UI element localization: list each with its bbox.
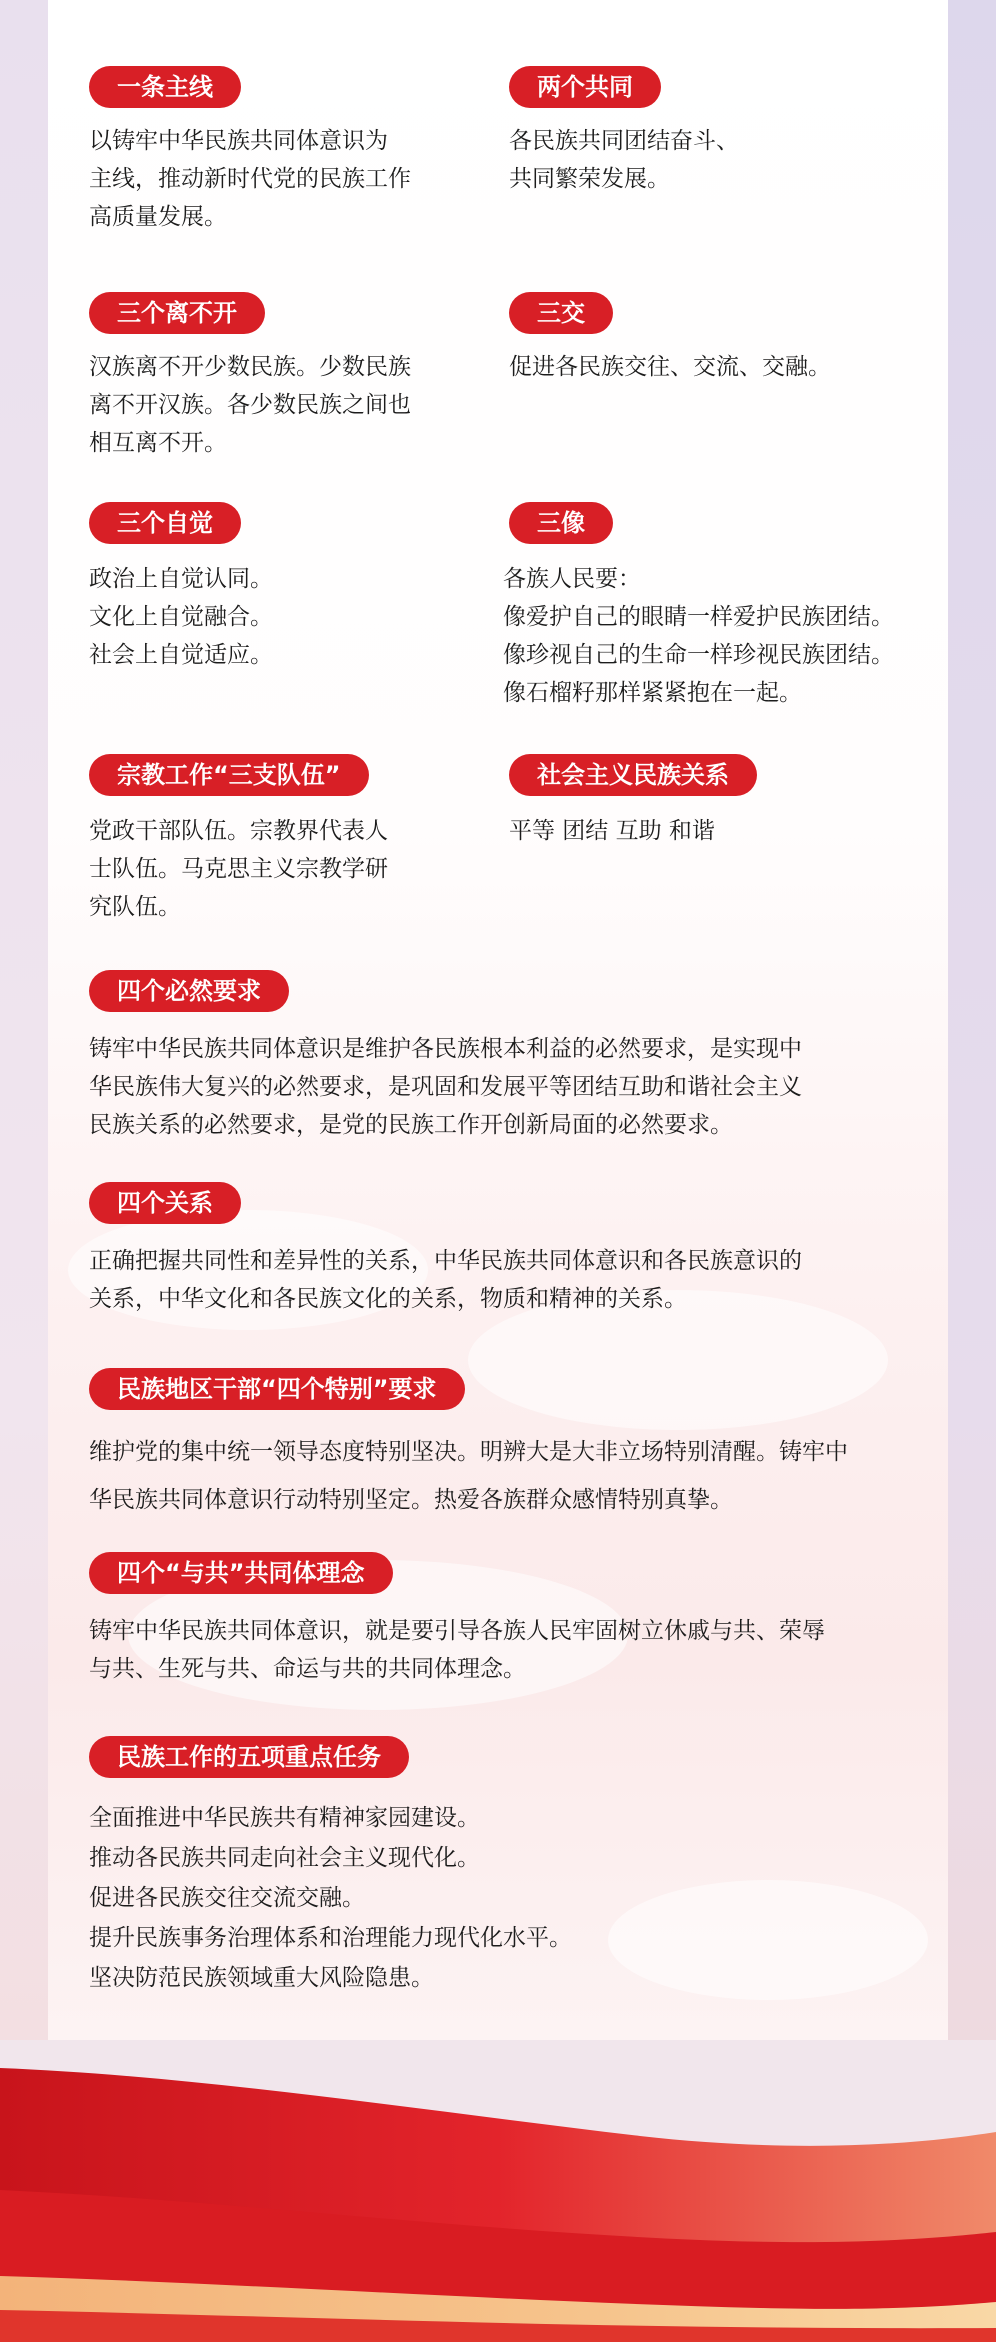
section-title-badge: 四个关系 xyxy=(89,1182,241,1224)
section-title-badge: 四个必然要求 xyxy=(89,970,289,1012)
body-line: 各民族共同团结奋斗、 xyxy=(509,128,739,154)
body-line: 高质量发展。 xyxy=(89,204,227,230)
body-line: 文化上自觉融合。 xyxy=(89,604,273,630)
cloud-decoration xyxy=(608,1880,928,2000)
body-line: 维护党的集中统一领导态度特别坚决。明辨大是大非立场特别清醒。铸牢中 xyxy=(89,1439,848,1465)
body-line: 正确把握共同性和差异性的关系，中华民族共同体意识和各民族意识的 xyxy=(89,1248,802,1274)
body-line: 政治上自觉认同。 xyxy=(89,566,273,592)
section-body xyxy=(89,1242,802,1318)
section-body xyxy=(509,122,739,198)
body-line: 提升民族事务治理体系和治理能力现代化水平。 xyxy=(89,1925,572,1951)
body-line: 离不开汉族。各少数民族之间也 xyxy=(89,392,411,418)
body-line: 各族人民要： xyxy=(503,566,641,592)
body-line: 华民族共同体意识行动特别坚定。热爱各族群众感情特别真挚。 xyxy=(89,1487,733,1513)
body-line: 关系，中华文化和各民族文化的关系，物质和精神的关系。 xyxy=(89,1286,687,1312)
body-line: 与共、生死与共、命运与共的共同体理念。 xyxy=(89,1656,526,1682)
section-title-badge: 三像 xyxy=(509,502,613,544)
body-line: 像珍视自己的生命一样珍视民族团结。 xyxy=(503,642,894,668)
body-line: 促进各民族交往、交流、交融。 xyxy=(509,354,831,380)
left-margin-band xyxy=(0,0,48,2342)
section-body xyxy=(89,1612,825,1688)
body-line: 相互离不开。 xyxy=(89,430,227,456)
body-line: 以铸牢中华民族共同体意识为 xyxy=(89,128,388,154)
body-line: 像石榴籽那样紧紧抱在一起。 xyxy=(503,680,802,706)
section-body xyxy=(89,348,411,462)
section-title-badge: 宗教工作“三支队伍” xyxy=(89,754,369,796)
section-title-badge: 民族工作的五项重点任务 xyxy=(89,1736,409,1778)
section-title-badge: 三个自觉 xyxy=(89,502,241,544)
section-title-badge: 两个共同 xyxy=(509,66,661,108)
body-line: 士队伍。马克思主义宗教学研 xyxy=(89,856,388,882)
body-line: 社会上自觉适应。 xyxy=(89,642,273,668)
body-line: 全面推进中华民族共有精神家园建设。 xyxy=(89,1805,480,1831)
body-line: 主线，推动新时代党的民族工作 xyxy=(89,166,411,192)
body-line: 究队伍。 xyxy=(89,894,181,920)
section-title-badge: 三交 xyxy=(509,292,613,334)
section-title-badge: 社会主义民族关系 xyxy=(509,754,757,796)
section-body xyxy=(509,348,831,386)
red-ribbon-decoration xyxy=(0,2040,996,2342)
section-body xyxy=(509,812,715,850)
body-line: 坚决防范民族领域重大风险隐患。 xyxy=(89,1965,434,1991)
section-body xyxy=(89,560,273,674)
section-body xyxy=(89,122,411,236)
body-line: 铸牢中华民族共同体意识是维护各民族根本利益的必然要求，是实现中 xyxy=(89,1036,802,1062)
section-body xyxy=(89,1798,572,1998)
body-line: 民族关系的必然要求，是党的民族工作开创新局面的必然要求。 xyxy=(89,1112,733,1138)
section-body xyxy=(89,1428,848,1524)
body-line: 平等 团结 互助 和谐 xyxy=(509,818,715,844)
section-body xyxy=(503,560,894,712)
right-margin-band xyxy=(948,0,996,2342)
body-line: 铸牢中华民族共同体意识，就是要引导各族人民牢固树立休戚与共、荣辱 xyxy=(89,1618,825,1644)
body-line: 共同繁荣发展。 xyxy=(509,166,670,192)
body-line: 推动各民族共同走向社会主义现代化。 xyxy=(89,1845,480,1871)
body-line: 像爱护自己的眼睛一样爱护民族团结。 xyxy=(503,604,894,630)
body-line: 党政干部队伍。宗教界代表人 xyxy=(89,818,388,844)
body-line: 华民族伟大复兴的必然要求，是巩固和发展平等团结互助和谐社会主义 xyxy=(89,1074,802,1100)
section-title-badge: 四个“与共”共同体理念 xyxy=(89,1552,393,1594)
section-title-badge: 三个离不开 xyxy=(89,292,265,334)
section-title-badge: 一条主线 xyxy=(89,66,241,108)
body-line: 汉族离不开少数民族。少数民族 xyxy=(89,354,411,380)
body-line: 促进各民族交往交流交融。 xyxy=(89,1885,365,1911)
section-title-badge: 民族地区干部“四个特别”要求 xyxy=(89,1368,465,1410)
section-body xyxy=(89,812,388,926)
section-body xyxy=(89,1030,802,1144)
